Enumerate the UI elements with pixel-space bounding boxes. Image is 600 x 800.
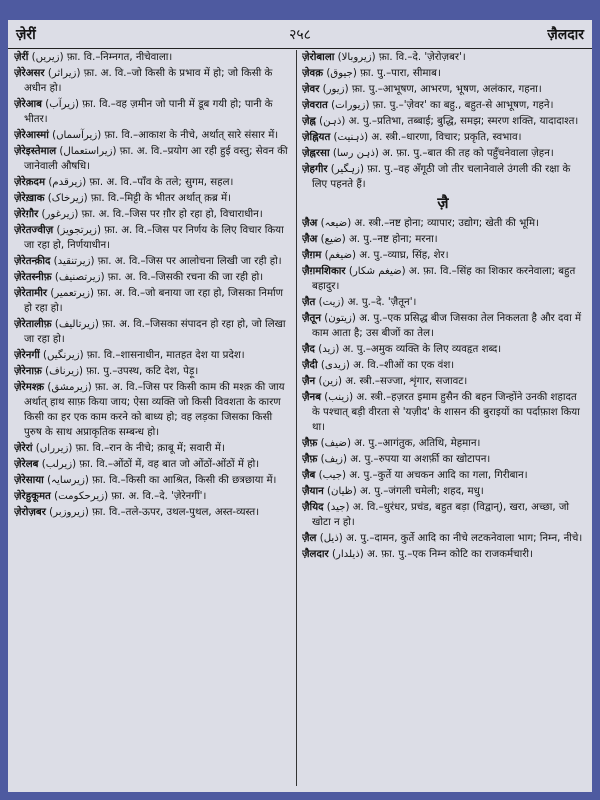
dictionary-entry <box>302 82 584 97</box>
entry-definition: फ़ा. अ. वि.–जो बनाया जा रहा हो, जिसका निर्माण हो रहा हो। <box>24 288 284 314</box>
page-header <box>8 20 592 49</box>
entry-definition: फ़ा. पु.–पारा, सीमाब। <box>360 68 441 79</box>
entry-definition: फ़ा. पु.–'ज़ेवर' का बहु., बहुत-से आभूषण, गहने। <box>372 100 554 111</box>
entry-urdu-spelling: (زیرناف) <box>45 366 83 377</box>
dictionary-entry <box>302 374 584 389</box>
entry-urdu-spelling: (زینب) <box>324 392 354 403</box>
left-column <box>14 50 290 790</box>
entry-urdu-spelling: (ضیغم شکار) <box>348 266 406 277</box>
entry-definition: फ़ा. पु.–आभूषण, आभरण, भूषण, अलंकार, गहना। <box>351 84 542 95</box>
entry-headword: ज़ेरोज़बर <box>14 507 46 518</box>
entry-headword: ज़ेरेग़ौर <box>14 209 39 220</box>
entry-definition: अ. स्त्री.–हज़रत इमाम हुसैन की बहन जिन्होंने उनकी शहादत के पश्चात् बड़ी वीरता से 'यज़ीद' के शासन की बुराइयों का पर्दाफ़ाश किया था। <box>312 392 580 433</box>
dictionary-entry <box>302 232 584 247</box>
entry-definition: अ. स्त्री.–धारणा, विचार; प्रकृति, स्वभाव। <box>371 132 522 143</box>
entry-urdu-spelling: (زیریں) <box>31 52 64 63</box>
entry-headword: ज़ेह्न <box>302 116 316 127</box>
entry-headword: ज़ेरोबाला <box>302 52 335 63</box>
dictionary-entry <box>302 547 584 562</box>
entry-headword: ज़ैनब <box>302 392 322 403</box>
entry-urdu-spelling: (ذیلدار) <box>331 549 364 560</box>
entry-urdu-spelling: (ذہن) <box>319 116 346 127</box>
dictionary-entry <box>302 452 584 467</box>
entry-definition: अ. पु.–रुपया या अशर्फ़ी का खोटापन। <box>350 454 491 465</box>
entry-urdu-spelling: (ظیان) <box>327 486 357 497</box>
entry-urdu-spelling: (زیت) <box>318 297 345 308</box>
entry-urdu-spelling: (زیراستعمال) <box>59 146 117 157</box>
entry-definition: अ. पु.–नष्ट होना; मरना। <box>348 234 438 245</box>
header-last-word: ज़ैलदार <box>547 27 584 43</box>
entry-headword: ज़ेरेतज्वीज़ <box>14 225 54 236</box>
entry-urdu-spelling: (جیب) <box>318 470 346 481</box>
entry-headword: ज़ेह्नियत <box>302 132 331 143</box>
entry-headword: ज़ेरेतस्नीफ़ <box>14 272 52 283</box>
dictionary-entry <box>14 175 290 190</box>
entry-definition: फ़ा. अ. वि.–जिस पर निर्णय के लिए विचार किया जा रहा हो, निर्णयाधीन। <box>24 225 284 251</box>
entry-definition: फ़ा. वि.–मिट्टी के भीतर अर्थात् क़ब्र में। <box>90 193 231 204</box>
entry-urdu-spelling: (زیدی) <box>320 360 350 371</box>
column-divider <box>296 50 297 786</box>
entry-definition: फ़ा. वि.–किसी का आश्रित, किसी की छत्रछाया में। <box>92 475 277 486</box>
entry-urdu-spelling: (ضیف) <box>320 438 351 449</box>
entry-headword: ज़ेवर <box>302 84 320 95</box>
dictionary-entry <box>302 468 584 483</box>
entry-definition: अ. फ़ा. पु.–एक निम्न कोटि का राजकर्मचारी। <box>367 549 533 560</box>
right-column-entries-top <box>302 50 584 192</box>
entry-definition: फ़ा. पु.–वह अँगूठी जो तीर चलानेवाले उंगली की रक्षा के लिए पहनते हैं। <box>312 164 571 190</box>
entry-urdu-spelling: (زیرحکومت) <box>54 491 109 502</box>
dictionary-entry <box>302 531 584 546</box>
entry-headword: ज़ैदी <box>302 360 318 371</box>
dictionary-entry <box>302 390 584 435</box>
entry-definition: अ. फ़ा. वि.–सिंह का शिकार करनेवाला; बहुत बहादुर। <box>312 266 576 292</box>
entry-headword: ज़ैब <box>302 470 316 481</box>
entry-urdu-spelling: (زیرآسماں) <box>52 130 102 141</box>
entry-definition: फ़ा. अ. वि.–जिस पर किसी काम की मश्क़ की जाय अर्थात् हाथ साफ़ किया जाय; ऐसा व्यक्ति जो किसी विवशता के कारण किसी का हर एक काम करने को बाध्य हो; वह लड़का जिसका किसी पुरुष के साथ अप्राकृतिक सम्बन्ध हो। <box>24 382 285 438</box>
entry-urdu-spelling: (زید) <box>318 344 340 355</box>
dictionary-entry <box>14 489 290 504</box>
entry-urdu-spelling: (زیف) <box>320 454 347 465</box>
entry-headword: ज़ेरेतन्क़ीद <box>14 256 51 267</box>
dictionary-entry <box>302 311 584 341</box>
entry-headword: ज़ेरेहुकूमत <box>14 491 51 502</box>
entry-headword: ज़ेरेअसर <box>14 68 45 79</box>
entry-headword: ज़ेरेसाया <box>14 475 44 486</box>
entry-urdu-spelling: (زیرسایہ) <box>47 475 89 486</box>
entry-definition: फ़ा. अ. वि.–पाँव के तले; सुगम, सहल। <box>89 177 234 188</box>
entry-headword: ज़ेवक़ <box>302 68 324 79</box>
dictionary-entry <box>302 358 584 373</box>
entry-definition: फ़ा. अ. वि.–प्रयोग आ रही हुई वस्तु; सेवन की जानेवाली औषधि। <box>24 146 288 172</box>
entry-urdu-spelling: (زیرتنقید) <box>53 256 95 267</box>
dictionary-entry <box>302 146 584 161</box>
entry-headword: ज़ेरीं <box>14 52 29 63</box>
entry-headword: ज़ैन <box>302 376 316 387</box>
dictionary-entry <box>302 98 584 113</box>
entry-urdu-spelling: (ضیعہ) <box>320 218 352 229</box>
dictionary-entry <box>302 264 584 294</box>
entry-headword: ज़ैयिद <box>302 502 324 513</box>
entry-definition: अ. पु.–आगंतुक, अतिथि, मेहमान। <box>354 438 481 449</box>
entry-urdu-spelling: (زیتون) <box>324 313 356 324</box>
right-column-entries-bottom <box>302 216 584 562</box>
entry-definition: फ़ा. अ. वि.–जिसकी रचना की जा रही हो। <box>107 272 264 283</box>
dictionary-entry <box>14 348 290 363</box>
entry-urdu-spelling: (زیرمشق) <box>47 382 92 393</box>
dictionary-entry <box>302 500 584 530</box>
entry-headword: ज़ैफ़ <box>302 438 318 449</box>
dictionary-entry <box>14 380 290 440</box>
entry-headword: ज़ेरेतालीफ़ <box>14 319 52 330</box>
entry-urdu-spelling: (ضیغم) <box>324 250 357 261</box>
entry-urdu-spelling: (زیرتعمیر) <box>50 288 95 299</box>
entry-urdu-spelling: (زہگیر) <box>330 164 364 175</box>
entry-definition: फ़ा. अ. वि.–जिसका संपादन हो रहा हो, जो लिखा जा रहा हो। <box>24 319 286 345</box>
entry-urdu-spelling: (زیرتصنیف) <box>54 272 105 283</box>
entry-urdu-spelling: (زیرنگیں) <box>43 350 84 361</box>
entry-urdu-spelling: (ضیع) <box>320 234 346 245</box>
dictionary-entry <box>302 248 584 263</box>
entry-headword: ज़ैफ़ <box>302 454 318 465</box>
entry-definition: अ. पु.–प्रतिभा, तब्बाई; बुद्धि, समझ; स्मरण शक्ति, यादादाश्त। <box>348 116 579 127</box>
entry-definition: फ़ा. वि.–शासनाधीन, मातहत देश या प्रदेश। <box>86 350 245 361</box>
entry-definition: फ़ा. वि.–आकाश के नीचे, अर्थात् सारे संसार में। <box>104 130 279 141</box>
entry-urdu-spelling: (زیروبالا) <box>337 52 376 63</box>
entry-urdu-spelling: (زیرتجویز) <box>56 225 101 236</box>
entry-definition: फ़ा. वि.–ओंठों में, वह बात जो ओंठों-ओंठों में हो। <box>79 459 260 470</box>
entry-headword: ज़ेरेमश्क़ <box>14 382 45 393</box>
entry-urdu-spelling: (زین) <box>318 376 342 387</box>
entry-definition: अ. पु.–एक प्रसिद्ध बीज जिसका तेल निकलता है और दवा में काम आता है; उस बीजों का तेल। <box>312 313 582 339</box>
entry-definition: अ. पु.–दे. 'ज़ैतून'। <box>347 297 417 308</box>
entry-definition: फ़ा. वि.–तले-ऊपर, उथल-पुथल, अस्त-व्यस्त। <box>92 507 260 518</box>
entry-urdu-spelling: (زیورات) <box>331 100 370 111</box>
dictionary-entry <box>302 162 584 192</box>
dictionary-entry <box>14 128 290 143</box>
dictionary-entry <box>302 216 584 231</box>
page-number: २५८ <box>289 27 311 43</box>
dictionary-entry <box>14 286 290 316</box>
entry-definition: फ़ा. पु.–उपस्थ, कटि देश, पेड़ू। <box>86 366 199 377</box>
entry-urdu-spelling: (زیرتالیف) <box>54 319 99 330</box>
entry-urdu-spelling: (ذہنیت) <box>333 132 369 143</box>
entry-definition: अ. वि.–धुरंधर, प्रचंड, बहुत बड़ा (विद्वान्), खरा, अच्छा, जो खोटा न हो। <box>312 502 570 528</box>
dictionary-entry <box>14 50 290 65</box>
dictionary-entry <box>14 207 290 222</box>
dictionary-entry <box>14 457 290 472</box>
entry-headword: ज़ैल <box>302 533 317 544</box>
entry-definition: अ. पु.–जंगली चमेली; शहद, मधु। <box>360 486 484 497</box>
entry-headword: ज़ेरेइस्तेमाल <box>14 146 57 157</box>
entry-urdu-spelling: (زیرآب) <box>45 99 79 110</box>
dictionary-entry <box>14 441 290 456</box>
entry-urdu-spelling: (ذیل) <box>319 533 343 544</box>
entry-definition: फ़ा. वि.–रान के नीचे; क़ाबू में; सवारी में। <box>75 443 225 454</box>
entry-urdu-spelling: (زیرراں) <box>35 443 73 454</box>
entry-headword: ज़ेरेनाफ़ <box>14 366 42 377</box>
entry-definition: अ. वि.–शीओं का एक वंश। <box>353 360 455 371</box>
dictionary-entry <box>14 144 290 174</box>
dictionary-entry <box>302 484 584 499</box>
dictionary-entry <box>14 97 290 127</box>
entry-definition: अ. पु.–व्याघ्र, सिंह, शेर। <box>359 250 449 261</box>
dictionary-entry <box>14 364 290 379</box>
entry-headword: ज़ेरेनगीं <box>14 350 40 361</box>
entry-headword: ज़ेरेतामीर <box>14 288 48 299</box>
dictionary-entry <box>302 342 584 357</box>
entry-definition: फ़ा. अ. वि.–जिस पर आलोचना लिखी जा रही हो। <box>97 256 282 267</box>
dictionary-entry <box>302 50 584 65</box>
section-letter: ज़ै <box>437 194 449 212</box>
entry-urdu-spelling: (زیرلب) <box>41 459 77 470</box>
entry-headword: ज़ेवरात <box>302 100 328 111</box>
entry-definition: अ. पु.–कुर्ते या अचकन आदि का गला, गिरीबान। <box>349 470 528 481</box>
entry-definition: फ़ा. अ. वि.–जिस पर ग़ौर हो रहा हो, विचाराधीन। <box>81 209 263 220</box>
dictionary-page <box>8 20 592 792</box>
dictionary-entry <box>14 223 290 253</box>
dictionary-entry <box>14 473 290 488</box>
entry-urdu-spelling: (زیروزبر) <box>49 507 89 518</box>
entry-urdu-spelling: (زیرقدم) <box>48 177 87 188</box>
entry-definition: फ़ा. अ. वि.–दे. 'ज़ेरेनगीं'। <box>111 491 207 502</box>
entry-headword: ज़ेहगीर <box>302 164 328 175</box>
entry-headword: ज़ेरेआब <box>14 99 42 110</box>
entry-urdu-spelling: (جید) <box>326 502 350 513</box>
entry-headword: ज़ैअ <box>302 218 318 229</box>
entry-headword: ज़ेरेलब <box>14 459 39 470</box>
entry-definition: अ. पु.–दामन, कुर्ते आदि का नीचे लटकनेवाला भाग; निम्न, नीचे। <box>346 533 583 544</box>
entry-urdu-spelling: (زیور) <box>322 84 349 95</box>
entry-headword: ज़ैत <box>302 297 316 308</box>
entry-headword: ज़ेह्नरसा <box>302 148 330 159</box>
entry-definition: अ. स्त्री.–नष्ट होना; व्यापार; उद्योग; खेती की भूमि। <box>354 218 539 229</box>
entry-definition: फ़ा. वि.–वह ज़मीन जो पानी में डूब गयी हो; पानी के भीतर। <box>24 99 273 125</box>
entry-urdu-spelling: (زیرخاک) <box>47 193 88 204</box>
entry-headword: ज़ैग़म <box>302 250 322 261</box>
dictionary-entry <box>14 505 290 520</box>
entry-urdu-spelling: (جیوق) <box>326 68 357 79</box>
entry-headword: ज़ैद <box>302 344 315 355</box>
header-first-word: ज़ेरीं <box>16 27 36 43</box>
dictionary-entry <box>302 66 584 81</box>
entry-headword: ज़ैतून <box>302 313 322 324</box>
dictionary-entry <box>14 66 290 96</box>
entry-urdu-spelling: (ذہن رسا) <box>332 148 379 159</box>
entry-headword: ज़ेरेक़दम <box>14 177 46 188</box>
entry-definition: अ. स्त्री.–सज्जा, शृंगार, सजावट। <box>345 376 468 387</box>
entry-headword: ज़ैयान <box>302 486 324 497</box>
dictionary-entry <box>14 254 290 269</box>
entry-headword: ज़ैग़मशिकार <box>302 266 346 277</box>
entry-headword: ज़ेरेआस्मां <box>14 130 49 141</box>
entry-headword: ज़ेरेख़ाक <box>14 193 45 204</box>
dictionary-entry <box>14 191 290 206</box>
entry-definition: अ. पु.–अमुक व्यक्ति के लिए व्यवहृत शब्द। <box>342 344 502 355</box>
dictionary-entry <box>14 270 290 285</box>
dictionary-entry <box>302 130 584 145</box>
dictionary-entry <box>302 295 584 310</box>
entry-headword: ज़ैअ <box>302 234 318 245</box>
dictionary-entry <box>302 436 584 451</box>
entry-urdu-spelling: (زیرغور) <box>41 209 79 220</box>
entry-definition: फ़ा. वि.–निम्नगत, नीचेवाला। <box>66 52 173 63</box>
entry-urdu-spelling: (زیراثر) <box>47 68 81 79</box>
dictionary-entry <box>14 317 290 347</box>
entry-definition: फ़ा. वि.–दे. 'ज़ेरोज़बर'। <box>378 52 466 63</box>
entry-definition: फ़ा. अ. वि.–जो किसी के प्रभाव में हो; जो किसी के अधीन हो। <box>24 68 273 94</box>
entry-headword: ज़ैलदार <box>302 549 329 560</box>
dictionary-entry <box>302 114 584 129</box>
entry-headword: ज़ेरेरां <box>14 443 33 454</box>
entry-definition: अ. फ़ा. पु.–बात की तह को पहुँचनेवाला ज़ेहन। <box>382 148 554 159</box>
right-column <box>302 50 584 790</box>
